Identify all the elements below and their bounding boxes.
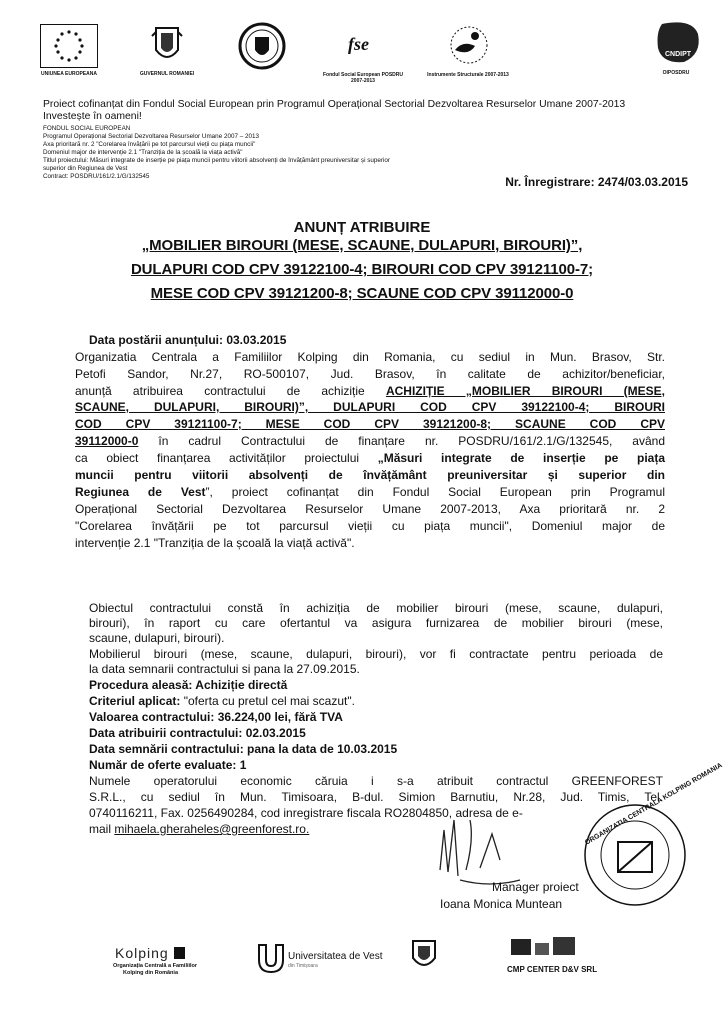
p4-line-2: S.R.L., cu sediul în Mun. Timisoara, B-dul. Simion Barnutiu, Nr.28, Jud. Timis, Tel. (89, 790, 663, 804)
title-line-3: DULAPURI COD CPV 39122100-4; BIROURI COD CPV 39121100-7; (130, 261, 594, 278)
kolping-subtitle-2: Kolping din România (123, 970, 178, 976)
cndipt-icon (654, 20, 702, 64)
structural-instruments-icon (445, 22, 493, 68)
field-award-date-value: 02.03.2015 (245, 726, 306, 740)
project-line-1: Proiect cofinanțat din Fondul Social European prin Programul Operațional Sectorial Dezvoltarea Resurselor Umane 2007-2013 (43, 99, 626, 110)
p1-line-10: Operațional Sectorial Dezvoltarea Resurselor Umane 2007-2013, Axa prioritară nr. 2 (75, 502, 665, 516)
p1-line-9b: ”, proiect cofinanțat din Fondul Social European prin Programul (205, 485, 665, 499)
small-line-3: Axa prioritară nr. 2 "Corelarea învățării pe tot parcursul vieții cu piața muncii" (43, 141, 256, 148)
title-line-4-wrap (0, 285, 724, 302)
p3-line-2: la data semnarii contractului si pana la 27.09.2015. (89, 662, 360, 676)
kolping-logo (115, 945, 185, 961)
field-offers-label: Număr de oferte evaluate: (89, 758, 240, 772)
field-value-value: 36.224,00 lei, fără TVA (217, 710, 343, 724)
handwritten-signature (430, 810, 540, 890)
p1-line-9a: Regiunea de Vest (75, 485, 206, 499)
p1-line-5: COD CPV 39121100-7; MESE COD CPV 39121200-8; SCAUNE COD CPV (75, 417, 665, 431)
field-procedure-value: Achiziție directă (195, 678, 288, 692)
government-crest-icon (150, 24, 184, 68)
signature-name: Ioana Monica Muntean (440, 897, 563, 911)
field-offers (89, 758, 246, 772)
p2-line-1: Obiectul contractului constă în achiziția de mobilier birouri (mese, scaune, dulapuri, (89, 601, 663, 615)
p1-line-7b: „Măsuri integrate de inserție pe piața (377, 451, 666, 465)
kolping-subtitle-1: Organizația Centrală a Familiilor (113, 963, 198, 969)
field-sign-date-label: Data semnării contractului: (89, 742, 248, 756)
p4-line-4 (89, 822, 309, 836)
government-label: GUVERNUL ROMANIEI (139, 71, 195, 77)
p1-line-12: intervenție 2.1 "Tranziția de la școală la viață activă". (75, 536, 355, 550)
project-line-2: Investește în oameni! (43, 111, 142, 122)
p1-line-2: Petofi Sandor, Nr.27, RO-500107, Jud. Brasov, în calitate de achizitor/beneficiar, (75, 367, 665, 381)
field-value (89, 710, 343, 724)
p4-line-3: 0740116211, Fax. 0256490284, cod inregistrare fiscala RO2804850, adresa de e- (89, 806, 523, 820)
title-line-3-wrap (0, 261, 724, 278)
p1-line-8: muncii pentru viitorii absolvenți de învățământ preuniversitar și superior din (75, 468, 665, 482)
field-sign-date (89, 742, 397, 756)
field-procedure-label: Procedura aleasă: (89, 678, 196, 692)
kolping-k-icon (174, 947, 185, 959)
ministry-seal-icon (238, 22, 286, 70)
structural-instruments-label: Instrumente Structurale 2007-2013 (427, 72, 509, 78)
contact-email: mihaela.gheraheles@greenforest.ro. (114, 822, 310, 836)
small-line-4: Domeniul major de intervenție 2.1 "Tranziția de la școală la viața activă" (43, 149, 243, 156)
title-line-1: ANUNȚ ATRIBUIRE (293, 219, 431, 236)
fse-logo: fse (348, 34, 369, 54)
university-crest-icon (410, 938, 438, 972)
p1-line-3a: anunță atribuirea contractului de achiziție (75, 384, 386, 398)
p1-line-6a: 39112000-0 (75, 434, 139, 448)
post-date: Data postării anunțului: 03.03.2015 (89, 333, 287, 347)
small-line-1: FONDUL SOCIAL EUROPEAN (43, 125, 131, 132)
p1-line-9 (75, 485, 665, 499)
eu-label: UNIUNEA EUROPEANA (41, 71, 97, 77)
cmp-center-icon (505, 935, 585, 961)
fse-label: Fondul Social European POSDRU 2007-2013 (322, 72, 403, 84)
uvt-name: Universitatea de Vest (288, 951, 383, 962)
field-offers-value: 1 (239, 758, 247, 772)
cndipt-label: OIPOSDRU (662, 70, 690, 76)
small-line-7: Contract: POSDRU/161/2.1/G/132545 (43, 173, 150, 180)
p1-line-4: SCAUNE, DULAPURI, BIROURI)”, DULAPURI COD CPV 39122100-4; BIROURI (75, 400, 665, 414)
field-award-date (89, 726, 306, 740)
p1-line-6b: în cadrul Contractului de finanțare nr. POSDRU/161/2.1/G/132545, având (138, 434, 665, 448)
field-award-date-label: Data atribuirii contractului: (89, 726, 246, 740)
registration-number: Nr. Înregistrare: 2474/03.03.2015 (505, 175, 688, 189)
p1-line-11: "Corelarea învățării pe tot parcursul vieții cu piața muncii", Domeniul major de (75, 519, 665, 533)
uvt-icon (256, 942, 286, 974)
title-line-2-wrap (0, 237, 724, 254)
uvt-subtitle: din Timișoara (288, 963, 318, 969)
small-line-6: superior din Regiunea de Vest (43, 165, 128, 172)
small-line-5: Titlul proiectului: Măsuri integrate de inserție pe piața muncii pentru viitorii absolvenți de învățământ preuniversitar și superior (43, 157, 390, 164)
p1-line-6 (75, 434, 665, 448)
p4-line-1: Numele operatorului economic căruia i s-a atribuit contractul GREENFOREST (89, 774, 663, 788)
field-criterion-label: Criteriul aplicat: (89, 694, 184, 708)
field-criterion-value: "oferta cu pretul cel mai scazut". (183, 694, 355, 708)
p1-line-3 (75, 384, 665, 398)
p1-line-3b: ACHIZIȚIE „MOBILIER BIROURI (MESE, (385, 384, 665, 398)
cndipt-mark: CNDIPT (664, 51, 692, 58)
p3-line-1: Mobilierul birouri (mese, scaune, dulapuri, birouri), vor fi contractate pentru perioada de (89, 647, 663, 661)
p2-line-3: scaune, dulapuri, birouri). (89, 631, 225, 645)
p1-line-7 (75, 451, 665, 465)
p1-line-1: Organizatia Centrala a Familiilor Kolping din Romania, cu sediul in Mun. Brasov, Str. (75, 350, 665, 364)
p2-line-2: birouri), în raport cu care ofertantul va asigura furnizarea de mobilier birouri (mese, (89, 616, 663, 630)
organization-stamp (580, 761, 724, 910)
field-sign-date-value: pana la data de 10.03.2015 (247, 742, 398, 756)
title-line-4: MESE COD CPV 39121200-8; SCAUNE COD CPV 39112000-0 (150, 285, 574, 302)
stamp-text: ORGANIZATIA CENTRALA KOLPING ROMANIA (583, 761, 724, 847)
p1-line-7a: ca obiect finanțarea activităților proiectului (75, 451, 378, 465)
cmp-center-name: CMP CENTER D&V SRL (507, 965, 598, 974)
eu-flag-logo (40, 24, 98, 68)
small-line-2: Programul Operațional Sectorial Dezvoltarea Resurselor Umane 2007 – 2013 (43, 133, 259, 140)
field-procedure (89, 678, 287, 692)
field-criterion (89, 694, 355, 708)
signature-role: Manager proiect (492, 880, 579, 894)
mail-label: mail (89, 822, 115, 836)
kolping-name: Kolping (115, 945, 169, 961)
field-value-label: Valoarea contractului: (89, 710, 218, 724)
title-line-2: „MOBILIER BIROURI (MESE, SCAUNE, DULAPURI, BIROURI)”, (141, 237, 583, 254)
